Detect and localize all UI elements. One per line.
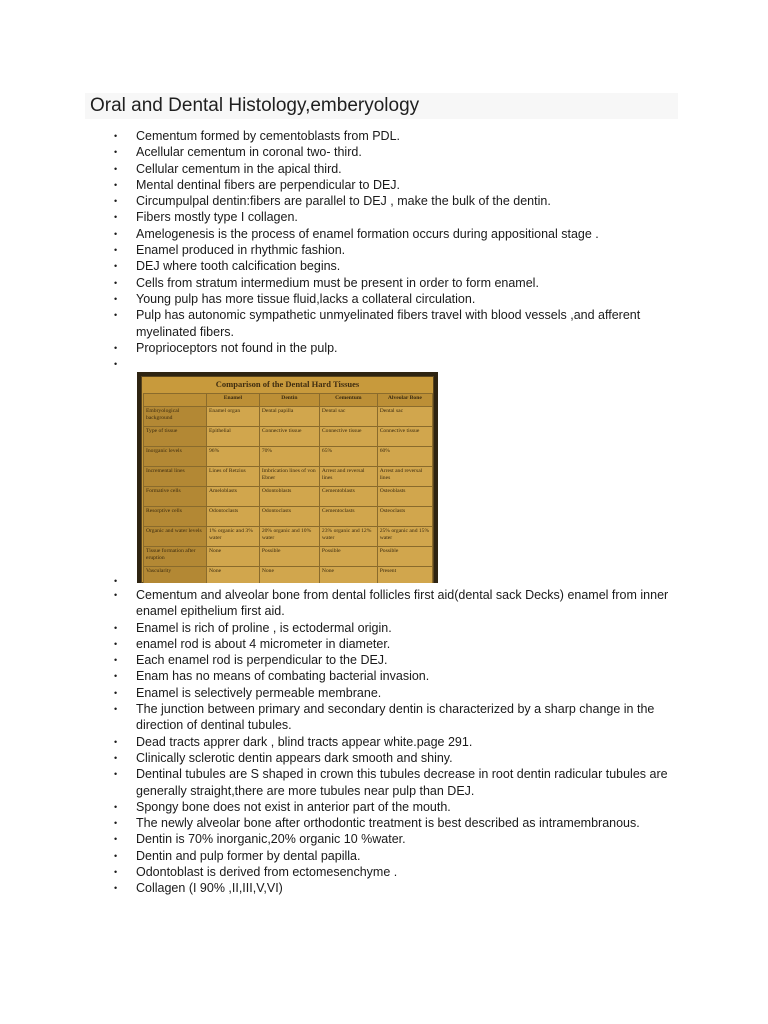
table-cell: Dental papilla [259,407,319,427]
list-item-text: Clinically sclerotic dentin appears dark smooth and shiny. [136,750,453,765]
list-item-text: The newly alveolar bone after orthodontic treatment is best described as intramembranous. [136,816,640,831]
table-cell: Connective tissue [259,427,319,447]
bullet-icon: • [114,736,118,747]
table-cell: Epithelial [207,427,260,447]
table-cell: Dental sac [319,407,377,427]
table-cell: Osteoclasts [377,507,432,527]
list-item-text: Acellular cementum in coronal two- third. [136,145,362,160]
table-cell: Osteoblasts [377,487,432,507]
document-title: Oral and Dental Histology,emberyology [90,95,420,116]
list-item [110,226,670,242]
list-item-text: Young pulp has more tissue fluid,lacks a collateral circulation. [136,291,476,306]
photo-table [143,393,433,583]
list-item [110,587,670,620]
table-cell: 25% organic and 15% water [377,527,432,547]
bullet-icon: • [114,834,118,845]
list-item [110,193,670,209]
bullet-icon: • [114,131,118,141]
table-cell: 96% [207,447,260,467]
list-item-text: Each enamel rod is perpendicular to the DEJ. [136,653,388,668]
dental-hard-tissues-table-photo [137,372,438,583]
table-row [144,547,433,567]
list-item-text: enamel rod is about 4 micrometer in diameter. [136,636,391,651]
bullet-icon: • [114,638,118,649]
bullet-icon: • [114,801,118,812]
table-cell: Connective tissue [319,427,377,447]
list-item-text: The junction between primary and secondary dentin is characterized by a sharp change in the direction of dentinal tubules. [136,702,655,733]
table-row [144,487,433,507]
list-item-text: Dentin and pulp former by dental papilla. [136,848,361,863]
bullet-icon: • [114,212,118,223]
bullet-icon: • [114,163,118,174]
empty-list-item [110,356,670,372]
list-item [110,209,670,225]
bullet-icon: • [114,196,118,207]
list-item [110,161,670,177]
table-row-header: Inorganic levels [144,447,207,467]
bullet-icon: • [114,769,118,780]
table-row-header: Resorptive cells [144,507,207,527]
list-item [110,128,670,144]
list-item-text: Odontoblast is derived from ectomesenchyme . [136,865,398,880]
list-item [110,815,670,831]
list-item-text: Circumpulpal dentin:fibers are parallel to DEJ , make the bulk of the dentin. [136,194,551,209]
table-cell: Cementoclasts [319,507,377,527]
table-row-header: Vascularity [144,567,207,584]
list-item [110,144,670,160]
list-item [110,275,670,291]
table-row [144,507,433,527]
table-row-header: Type of tissue [144,427,207,447]
bullet-icon: • [114,576,118,586]
bullet-list-lower [110,576,670,897]
bullet-icon: • [114,179,118,190]
table-row [144,527,433,547]
table-cell: None [207,567,260,584]
bullet-icon: • [114,277,118,288]
table-header-cell: Dentin [259,394,319,407]
list-item [110,864,670,880]
table-cell: Arrest and reversal lines [319,467,377,487]
bullet-icon: • [114,850,118,861]
list-item-text: Enam has no means of combating bacterial invasion. [136,669,430,684]
list-item [110,636,670,652]
bullet-icon: • [114,310,118,321]
list-item [110,652,670,668]
bullet-icon: • [114,883,118,894]
table-row-header: Incremental lines [144,467,207,487]
list-item-text: Cellular cementum in the apical third. [136,161,342,176]
list-item-text: Cementum and alveolar bone from dental follicles first aid(dental sack Decks) enamel from inner enamel epithelium first aid. [136,588,669,619]
list-item [110,880,670,896]
table-cell: 23% organic and 12% water [319,527,377,547]
bullet-icon: • [114,818,118,829]
list-item [110,258,670,274]
photo-table-title: Comparison of the Dental Hard Tissues [215,379,360,389]
table-cell: Present [377,567,432,584]
list-item [110,848,670,864]
bullet-icon: • [114,228,118,239]
list-item [110,340,670,356]
list-item [110,799,670,815]
list-item [110,766,670,799]
table-cell: Cementoblasts [319,487,377,507]
table-cell: 20% organic and 10% water [259,527,319,547]
list-item-text: Cementum formed by cementoblasts from PDL. [136,129,400,143]
list-item-text: Spongy bone does not exist in anterior part of the mouth. [136,799,451,814]
table-cell: 70% [259,447,319,467]
list-item-text: Dentinal tubules are S shaped in crown this tubules decrease in root dentin radicular tubules are generally straight,there are more tubules near pulp than DEJ. [136,767,668,798]
table-row-header: Organic and water levels [144,527,207,547]
table-cell: 1% organic and 3% water [207,527,260,547]
list-item-text: Mental dentinal fibers are perpendicular to DEJ. [136,177,401,192]
table-cell: 65% [319,447,377,467]
list-item-text: Proprioceptors not found in the pulp. [136,340,338,355]
table-row-header: Embryological background [144,407,207,427]
table-cell: Ameloblasts [207,487,260,507]
table-row-header: Formative cells [144,487,207,507]
table-cell: Possible [259,547,319,567]
bullet-icon: • [114,147,118,158]
list-item-text: Dead tracts apprer dark , blind tracts appear white.page 291. [136,734,473,749]
list-item-text: DEJ where tooth calcification begins. [136,259,341,274]
bullet-icon: • [114,704,118,715]
list-item-text: Fibers mostly type I collagen. [136,210,298,225]
table-cell: Lines of Retzius [207,467,260,487]
bullet-icon: • [114,687,118,698]
list-item-text: Dentin is 70% inorganic,20% organic 10 %water. [136,832,406,847]
bullet-icon: • [114,342,118,353]
list-item-text: Enamel produced in rhythmic fashion. [136,243,346,258]
list-item [110,685,670,701]
table-cell: Possible [377,547,432,567]
list-item [110,701,670,734]
list-item-text: Collagen (I 90% ,II,III,V,VI) [136,881,283,896]
list-item [110,307,670,340]
table-row [144,447,433,467]
bullet-icon: • [114,655,118,666]
table-cell: None [259,567,319,584]
table-cell: Connective tissue [377,427,432,447]
list-item [110,620,670,636]
table-cell: Possible [319,547,377,567]
table-header-row [144,394,433,407]
bullet-icon: • [114,671,118,682]
list-item [110,750,670,766]
table-cell: None [207,547,260,567]
table-row [144,467,433,487]
table-header-cell: Cementum [319,394,377,407]
bullet-icon: • [114,293,118,304]
bullet-icon: • [114,752,118,763]
bullet-icon: • [114,622,118,633]
table-row-header: Tissue formation after eruption [144,547,207,567]
table-header-cell: Alveolar Bone [377,394,432,407]
list-item-text: Pulp has autonomic sympathetic unmyelinated fibers travel with blood vessels ,and afferent myelinated fibers. [136,308,641,339]
table-row [144,427,433,447]
bullet-icon: • [114,261,118,272]
table-cell: Imbrication lines of von Ebner [259,467,319,487]
table-header-cell [144,394,207,407]
table-cell: Arrest and reversal lines [377,467,432,487]
list-item [110,734,670,750]
table-cell: None [319,567,377,584]
list-item [110,242,670,258]
table-cell: Odontoblasts [259,487,319,507]
list-item-text: Amelogenesis is the process of enamel formation occurs during appositional stage . [136,226,599,241]
list-item [110,177,670,193]
table-cell: Dental sac [377,407,432,427]
bullet-icon: • [114,245,118,256]
table-cell: Odontoclasts [259,507,319,527]
table-cell: Enamel organ [207,407,260,427]
list-item [110,291,670,307]
table-row [144,567,433,584]
bullet-icon: • [114,590,118,600]
table-row [144,407,433,427]
list-item [110,831,670,847]
bullet-icon: • [114,867,118,878]
photo-paper [141,376,434,583]
table-cell: 60% [377,447,432,467]
list-item-text: Enamel is selectively permeable membrane. [136,685,382,700]
list-item-text: Cells from stratum intermedium must be present in order to form enamel. [136,275,539,290]
list-item-text: Enamel is rich of proline , is ectodermal origin. [136,620,392,635]
bullet-icon: • [114,359,118,370]
list-item [110,668,670,684]
bullet-list-upper [110,128,670,372]
table-header-cell: Enamel [207,394,260,407]
table-cell: Odontoclasts [207,507,260,527]
